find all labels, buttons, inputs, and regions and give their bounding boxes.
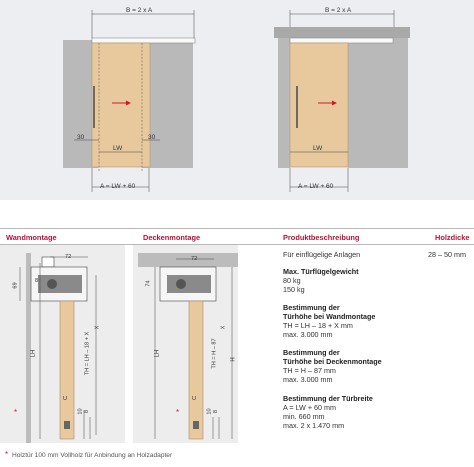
header-divider-top: [0, 228, 474, 229]
wall-lh-label: LH: [30, 349, 37, 358]
track-rollers: [38, 275, 82, 293]
wall-footnote-star: *: [14, 408, 18, 417]
width-formula: A = LW + 60 mm: [283, 403, 336, 412]
floor-guide-2: [193, 421, 199, 429]
ceiling: [274, 27, 410, 38]
track-rollers-2: [167, 275, 211, 293]
wall-dim-top: 72: [65, 254, 72, 260]
ceiling-bottom-dim-a: 10: [206, 408, 213, 415]
lw-dimension-label-2: LW: [313, 145, 323, 152]
wall-height-title-2: Türhöhe bei Wandmontage: [283, 312, 376, 321]
ceiling-u-label: U: [192, 396, 197, 402]
weight-value-2: 150 kg: [283, 285, 305, 294]
section-drawings-svg: [0, 245, 280, 445]
roller-wheel: [47, 279, 57, 289]
door-handle-2: [296, 86, 298, 128]
ceiling-h-label: H: [230, 357, 237, 362]
footnote-star: *: [5, 450, 9, 459]
weight-title: Max. Türflügelgewicht: [283, 267, 359, 276]
width-title: Bestimmung der Türbreite: [283, 394, 373, 403]
ceiling-bottom-dim-b: 8: [213, 409, 220, 414]
section-drawings: [0, 245, 280, 445]
roller-wheel-2: [176, 279, 186, 289]
a-dimension-label: A = LW + 60: [100, 183, 136, 190]
top-illustration-panel: [0, 0, 474, 200]
b-dimension-label: B = 2 x A: [126, 7, 153, 14]
floor-guide: [64, 421, 70, 429]
column-header-thickness: Holzdicke: [435, 233, 470, 242]
b-dimension-label-2: B = 2 x A: [325, 7, 352, 14]
ceiling-dim-top: 72: [191, 256, 198, 262]
wall-section: [26, 253, 31, 443]
width-max: max. 2 x 1.470 mm: [283, 421, 345, 430]
wall-x-label: X: [94, 325, 101, 330]
door-leaf-section-2: [189, 301, 203, 439]
footnote-text: Holztür 100 mm Vollholz für Anbindung an Holzadapter: [12, 452, 173, 459]
applies-text: Für einflügelige Anlagen: [283, 250, 361, 259]
width-min: min. 660 mm: [283, 412, 325, 421]
rail-2: [290, 38, 393, 43]
ceiling-mount-elevation: [274, 10, 410, 192]
ceiling-section: [138, 253, 238, 267]
ceiling-dim-side: 74: [145, 280, 152, 287]
wall-height-formula: TH = LH – 18 + X mm: [283, 321, 353, 330]
ceiling-x-label: X: [220, 325, 227, 330]
ceiling-height-title-1: Bestimmung der: [283, 348, 340, 357]
ceiling-th-formula: TH = H – 87: [211, 338, 218, 369]
column-header-description: Produktbeschreibung: [283, 233, 360, 242]
wall-dim-side: 69: [12, 282, 19, 289]
sliding-door-elevations: [0, 0, 474, 200]
weight-value-1: 80 kg: [283, 276, 301, 285]
wall-bottom-dim-a: 10: [77, 408, 84, 415]
right-gap-label: 30: [148, 134, 156, 141]
wall-height-max: max. 3.000 mm: [283, 330, 333, 339]
left-gap-label: 30: [77, 134, 85, 141]
wall-mount-elevation: [63, 10, 195, 192]
column-header-ceiling-mount: Deckenmontage: [143, 233, 201, 242]
wall-bracket: [42, 257, 54, 267]
column-header-wall-mount: Wandmontage: [6, 233, 57, 242]
wall-bottom-dim-b: 8: [84, 409, 91, 414]
wall-th-formula: TH = LH – 18 + X: [84, 331, 91, 376]
thickness-range: 28 – 50 mm: [428, 250, 466, 259]
ceiling-height-formula: TH = H – 87 mm: [283, 366, 336, 375]
wall-dim-small: 8: [35, 278, 39, 284]
lw-dimension-label: LW: [113, 145, 123, 152]
ceiling-height-title-2: Türhöhe bei Deckenmontage: [283, 357, 382, 366]
wall-u-label: U: [63, 396, 68, 402]
rail: [92, 38, 195, 43]
door-leaf-section: [60, 301, 74, 439]
ceiling-lh-label: LH: [154, 349, 161, 358]
door-handle: [93, 86, 95, 128]
wall-height-title-1: Bestimmung der: [283, 303, 340, 312]
a-dimension-label-2: A = LW + 60: [298, 183, 334, 190]
ceiling-height-max: max. 3.000 mm: [283, 375, 333, 384]
ceiling-footnote-star: *: [176, 408, 180, 417]
